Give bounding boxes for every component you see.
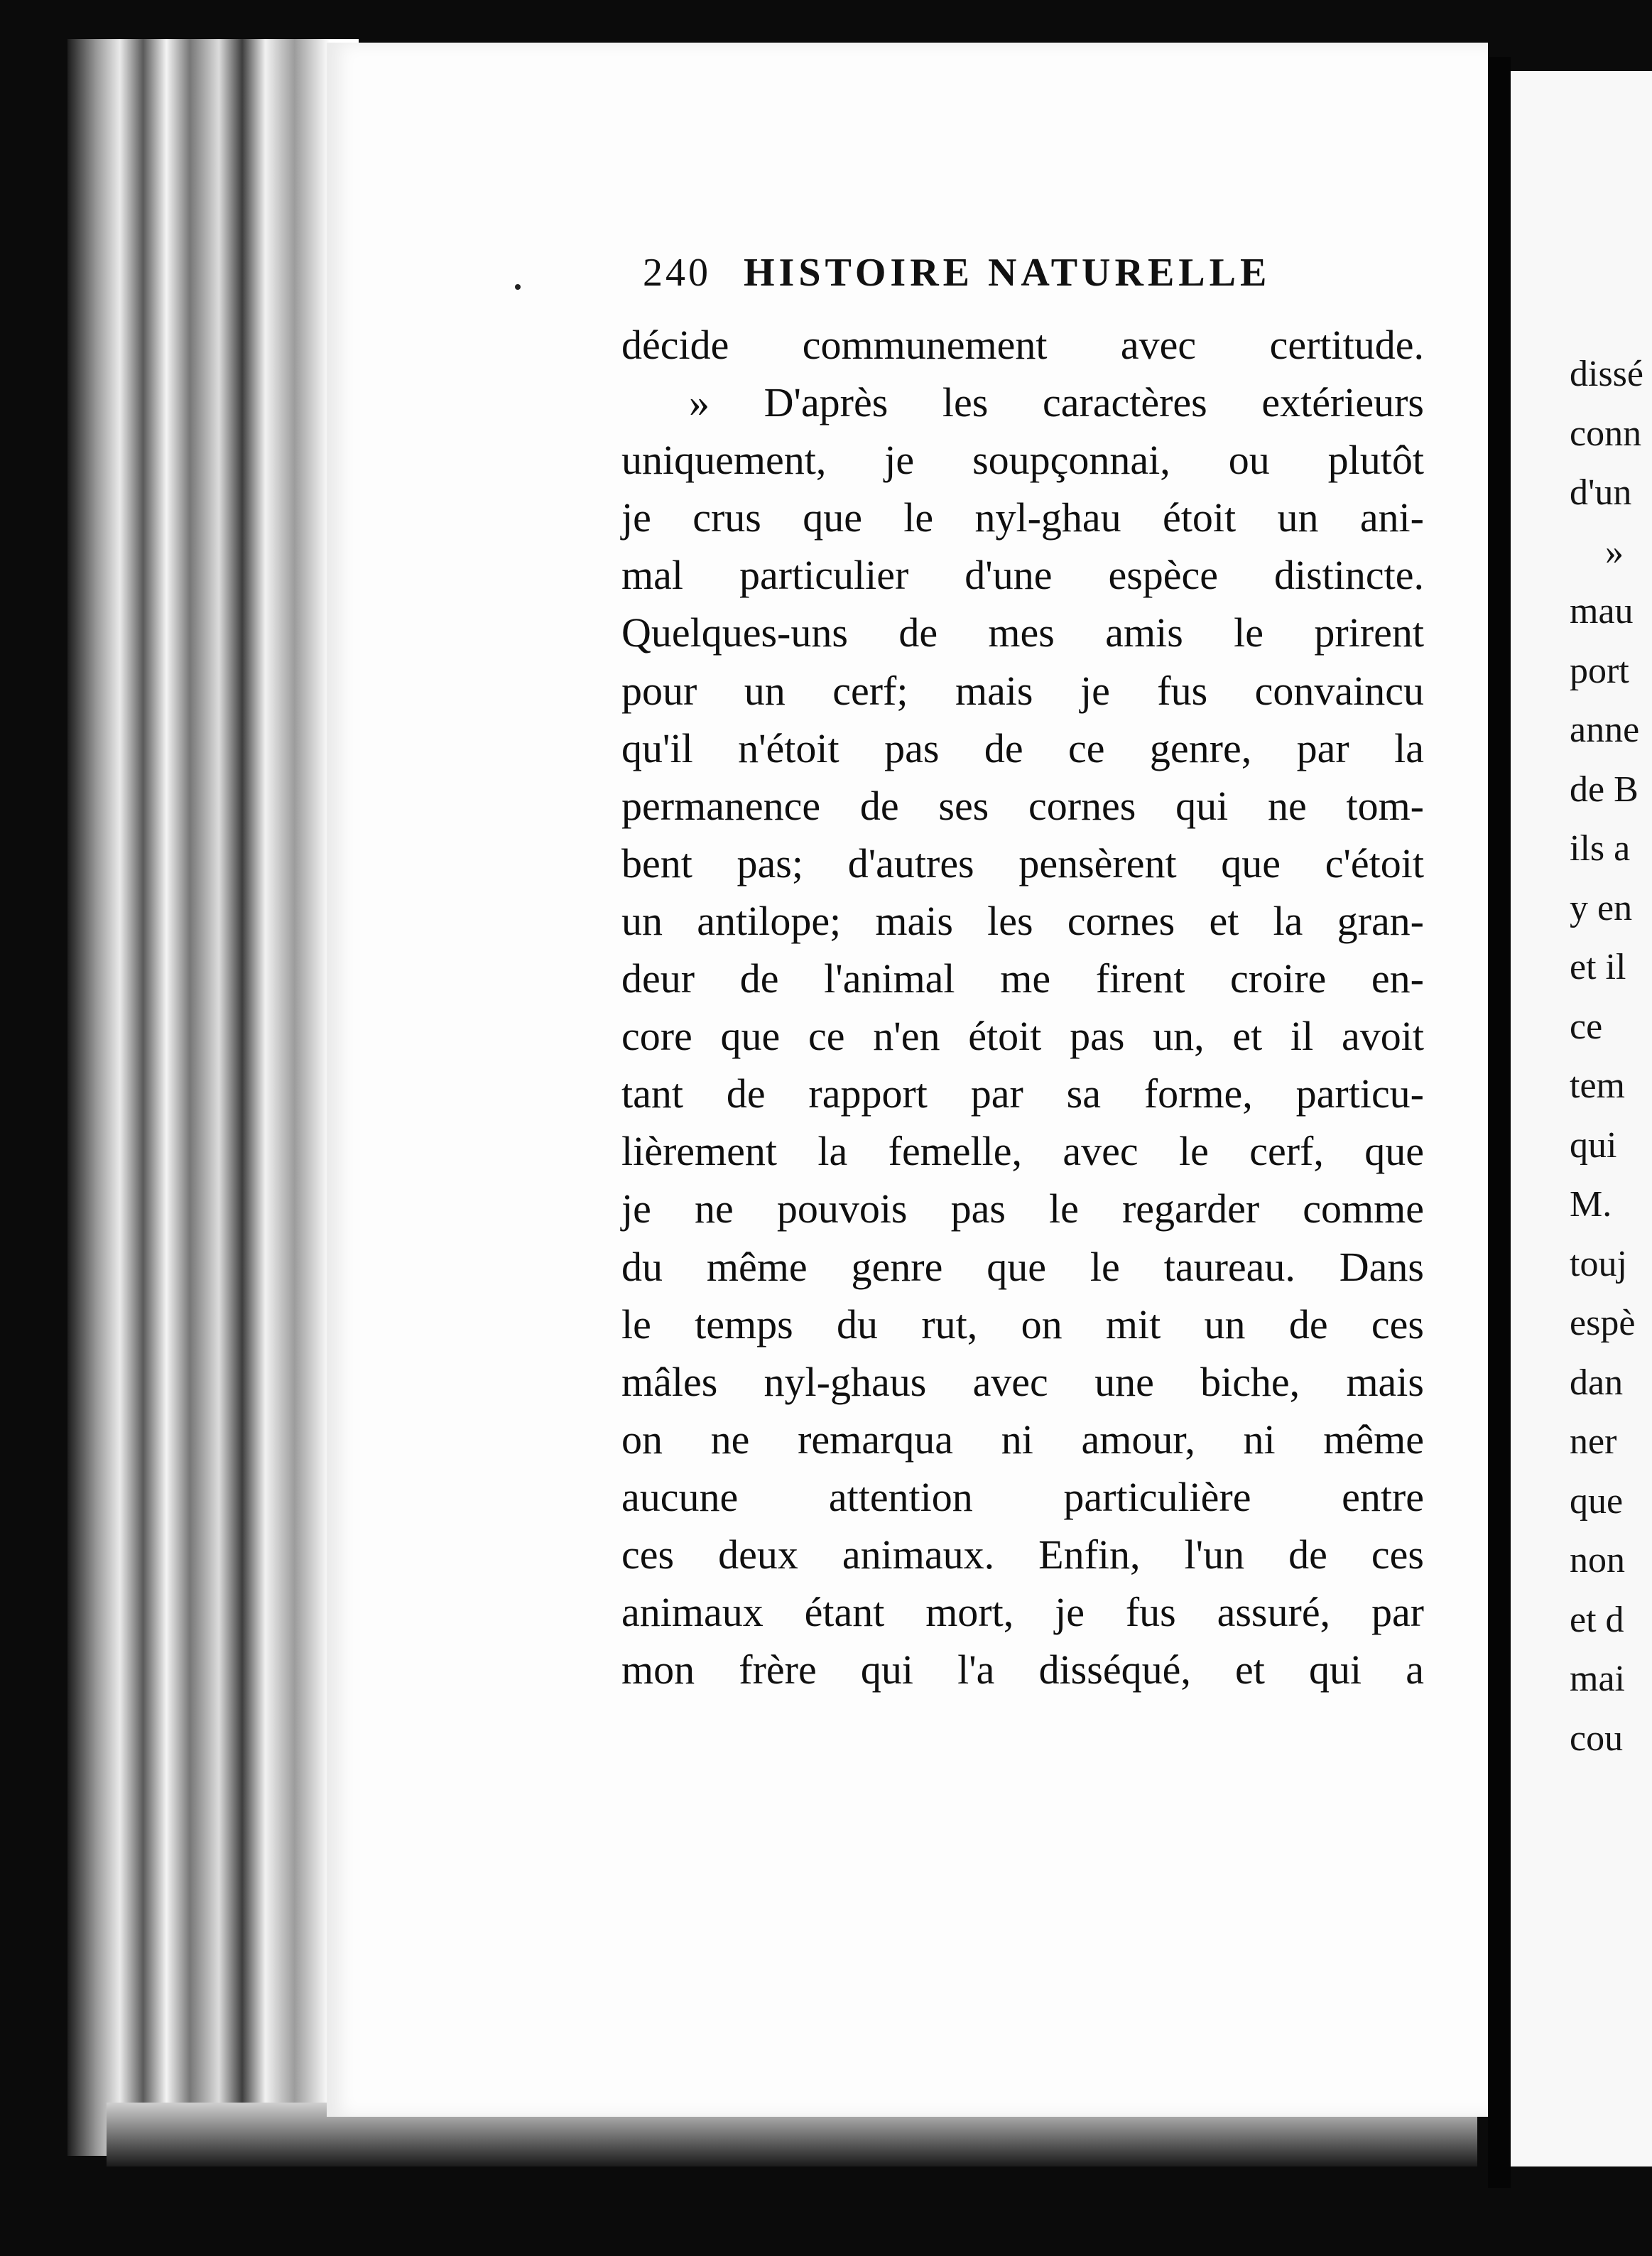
text-line: lièrement la femelle, avec le cerf, que	[621, 1128, 1424, 1175]
text-line: le temps du rut, on mit un de ces	[621, 1301, 1424, 1347]
facing-line: M.	[1570, 1184, 1612, 1225]
facing-line: »	[1605, 531, 1624, 573]
text-line: on ne remarqua ni amour, ni même	[621, 1416, 1424, 1463]
text-line: permanence de ses cornes qui ne tom-	[621, 782, 1424, 829]
facing-line: dan	[1570, 1362, 1624, 1403]
page-number: 240	[643, 251, 711, 295]
book-gutter	[1488, 57, 1511, 2188]
facing-line: que	[1570, 1480, 1624, 1522]
book-page-edges	[67, 39, 359, 2156]
body-text	[621, 316, 1424, 1698]
facing-page-text	[1570, 345, 1643, 1768]
facing-line: dissé	[1570, 354, 1643, 394]
facing-line: touj	[1570, 1243, 1627, 1284]
facing-line: anne	[1570, 710, 1640, 750]
text-line: mal particulier d'une espèce distincte.	[621, 552, 1424, 599]
text-line: décide communement avec certitude.	[621, 322, 1424, 368]
text-line: bent pas; d'autres pensèrent que c'étoit	[621, 840, 1424, 886]
facing-line: de B	[1570, 769, 1639, 810]
running-header	[643, 250, 1353, 307]
text-line: je crus que le nyl-ghau étoit un ani-	[621, 494, 1424, 541]
facing-line: cou	[1570, 1718, 1624, 1759]
text-line: qu'il n'étoit pas de ce genre, par la	[621, 725, 1424, 771]
facing-line: espè	[1570, 1303, 1636, 1343]
text-line: » D'après les caractères extérieurs	[689, 379, 1424, 426]
facing-line: qui	[1570, 1124, 1617, 1166]
text-line: core que ce n'en étoit pas un, et il avoit	[621, 1013, 1424, 1060]
facing-line: ils a	[1570, 828, 1631, 869]
facing-line: ce	[1570, 1006, 1603, 1047]
text-line: Quelques-uns de mes amis le prirent	[621, 609, 1424, 656]
facing-line: d'un	[1570, 472, 1632, 513]
text-line: du même genre que le taureau. Dans	[621, 1243, 1424, 1290]
facing-line: non	[1570, 1540, 1625, 1580]
text-line: pour un cerf; mais je fus convaincu	[621, 667, 1424, 714]
text-line: mon frère qui l'a disséqué, et qui a	[621, 1647, 1424, 1693]
text-line: un antilope; mais les cornes et la gran-	[621, 897, 1424, 944]
facing-line: et d	[1570, 1599, 1624, 1640]
text-line: tant de rapport par sa forme, particu-	[621, 1070, 1424, 1117]
facing-line: et il	[1570, 947, 1626, 987]
text-line: mâles nyl-ghaus avec une biche, mais	[621, 1358, 1424, 1405]
text-line: deur de l'animal me firent croire en-	[621, 955, 1424, 1002]
running-title: HISTOIRE NATURELLE	[744, 251, 1271, 295]
text-line: ces deux animaux. Enfin, l'un de ces	[621, 1531, 1424, 1578]
text-line: animaux étant mort, je fus assuré, par	[621, 1589, 1424, 1636]
facing-line: tem	[1570, 1065, 1625, 1106]
facing-line: mau	[1570, 591, 1634, 631]
facing-line: conn	[1570, 413, 1642, 454]
text-line: je ne pouvois pas le regarder comme	[621, 1186, 1424, 1232]
facing-line: port	[1570, 650, 1629, 691]
facing-line: ner	[1570, 1421, 1617, 1462]
facing-line: y en	[1570, 887, 1633, 928]
ink-speck	[515, 284, 521, 290]
text-line: aucune attention particulière entre	[621, 1473, 1424, 1520]
facing-line: mai	[1570, 1659, 1625, 1699]
text-line: uniquement, je soupçonnai, ou plutôt	[621, 437, 1424, 484]
